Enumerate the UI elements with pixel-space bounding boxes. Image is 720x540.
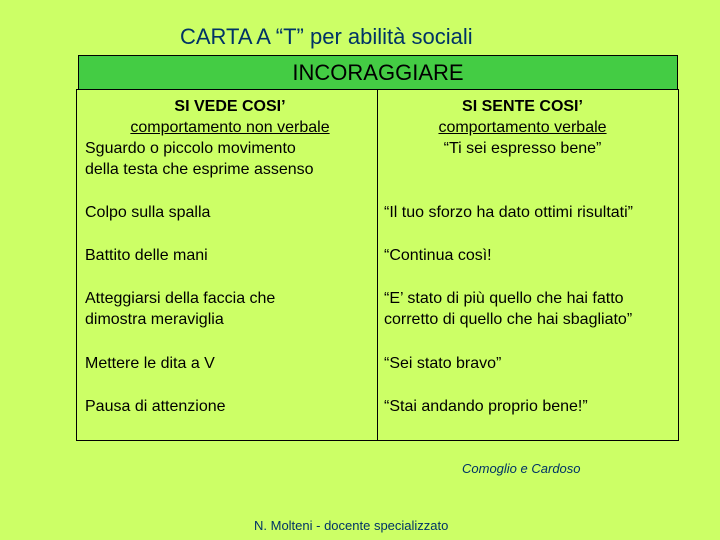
row-2-left: [85, 245, 208, 266]
row-2-right-line-1: “Continua così!: [384, 247, 492, 264]
row-5-right-line-1: “Stai andando proprio bene!”: [384, 398, 588, 415]
row-5-left-line-1: Pausa di attenzione: [85, 398, 226, 415]
left-column-heading: SI VEDE COSI’: [174, 98, 286, 115]
row-4-right-line-1: “Sei stato bravo”: [384, 355, 502, 372]
row-1-right-line-1: “Il tuo sforzo ha dato ottimi risultati”: [384, 204, 633, 221]
row-3-left-line-2: dimostra meraviglia: [85, 311, 224, 328]
row-3-left-line-1: Atteggiarsi della faccia che: [85, 290, 276, 307]
right-column-header: [385, 96, 660, 159]
row-5-left: [85, 396, 226, 417]
row-2-left-line-1: Battito delle mani: [85, 247, 208, 264]
right-column-description: “Ti sei espresso bene”: [443, 140, 602, 157]
row-3-left: [85, 288, 275, 330]
row-1-left-line-1: Colpo sulla spalla: [85, 204, 211, 221]
row-2-right: [384, 245, 492, 266]
t-chart-table: [76, 89, 679, 441]
row-4-left: [85, 353, 215, 374]
row-3-right-line-1: “E’ stato di più quello che hai fatto: [384, 290, 624, 307]
row-4-right: [384, 353, 501, 374]
row-3-right: [384, 288, 632, 330]
left-column-header: [85, 96, 375, 180]
author-footer: N. Molteni - docente specializzato: [254, 518, 449, 533]
row-1-left: [85, 202, 210, 223]
column-divider: [377, 90, 378, 440]
right-column-heading: SI SENTE COSI’: [462, 98, 583, 115]
row-1-right: [384, 202, 633, 223]
source-credit: Comoglio e Cardoso: [462, 461, 581, 476]
left-column-description-line-1: Sguardo o piccolo movimento: [85, 140, 296, 157]
section-banner: INCORAGGIARE: [78, 55, 678, 90]
page-title: CARTA A “T” per abilità sociali: [180, 24, 473, 49]
row-4-left-line-1: Mettere le dita a V: [85, 355, 215, 372]
left-column-subheading: comportamento non verbale: [130, 119, 330, 136]
row-3-right-line-2: corretto di quello che hai sbagliato”: [384, 311, 633, 328]
left-column-description-line-2: della testa che esprime assenso: [85, 161, 314, 178]
right-column-subheading: comportamento verbale: [438, 119, 607, 136]
row-5-right: [384, 396, 588, 417]
